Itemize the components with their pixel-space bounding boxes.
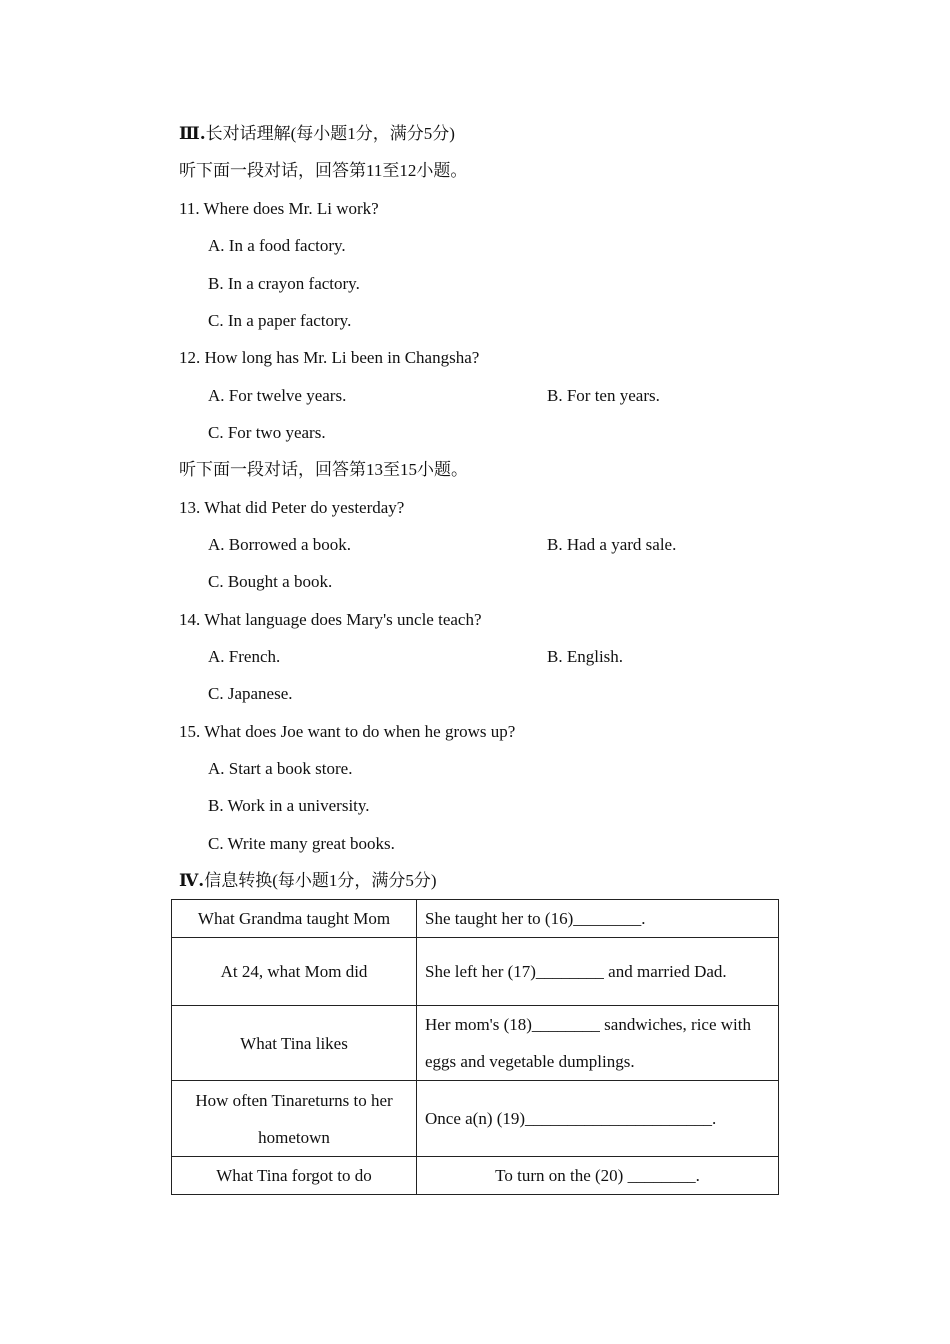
question-12: 12. How long has Mr. Li been in Changsha? [179, 348, 480, 367]
section-3-numeral: Ⅲ. [179, 124, 206, 144]
option-12-c: C. For two years. [208, 423, 326, 442]
section-4-title: 信息转换(每小题1分，满分5分) [204, 871, 437, 890]
table-row [172, 1006, 779, 1081]
table-cell-answer: She taught her to (16)________. [417, 900, 779, 938]
table-cell-answer: Once a(n) (19)______________________. [417, 1081, 779, 1157]
table-row [172, 1081, 779, 1157]
table-cell-label: What Grandma taught Mom [172, 900, 417, 938]
option-13-c: C. Bought a book. [208, 572, 333, 591]
option-11-c: C. In a paper factory. [208, 311, 352, 330]
section-4-heading [179, 870, 437, 892]
option-15-c: C. Write many great books. [208, 834, 395, 853]
info-table [171, 899, 779, 1195]
table-cell-answer: To turn on the (20) ________. [417, 1157, 779, 1195]
instruction-11-12: 听下面一段对话，回答第11至12小题。 [179, 161, 468, 180]
option-14-a: A. French. [208, 647, 281, 666]
table-cell-label: What Tina forgot to do [172, 1157, 417, 1195]
table-cell-answer: Her mom's (18)________ sandwiches, rice with eggs and vegetable dumplings. [417, 1006, 779, 1081]
table-cell-label: At 24, what Mom did [172, 938, 417, 1006]
section-4-numeral: Ⅳ. [179, 871, 205, 891]
option-13-a: A. Borrowed a book. [208, 535, 352, 554]
section-3-heading [179, 123, 455, 145]
option-15-a: A. Start a book store. [208, 759, 353, 778]
table-cell-label: What Tina likes [172, 1006, 417, 1081]
table-cell-answer: She left her (17)________ and married Dad. [417, 938, 779, 1006]
instruction-13-15: 听下面一段对话，回答第13至15小题。 [179, 460, 468, 479]
option-14-c: C. Japanese. [208, 684, 293, 703]
question-14: 14. What language does Mary's uncle teach? [179, 610, 482, 629]
table-row [172, 1157, 779, 1195]
option-14-b: B. English. [547, 647, 624, 666]
question-11: 11. Where does Mr. Li work? [179, 199, 379, 218]
table-row [172, 900, 779, 938]
option-12-b: B. For ten years. [547, 386, 660, 405]
option-12-a: A. For twelve years. [208, 386, 347, 405]
question-15: 15. What does Joe want to do when he grows up? [179, 722, 516, 741]
option-11-b: B. In a crayon factory. [208, 274, 360, 293]
section-3-title: 长对话理解(每小题1分，满分5分) [205, 124, 455, 143]
option-11-a: A. In a food factory. [208, 236, 346, 255]
table-row [172, 938, 779, 1006]
question-13: 13. What did Peter do yesterday? [179, 498, 405, 517]
option-15-b: B. Work in a university. [208, 796, 370, 815]
table-cell-label: How often Tinareturns to her hometown [172, 1081, 417, 1157]
option-13-b: B. Had a yard sale. [547, 535, 677, 554]
